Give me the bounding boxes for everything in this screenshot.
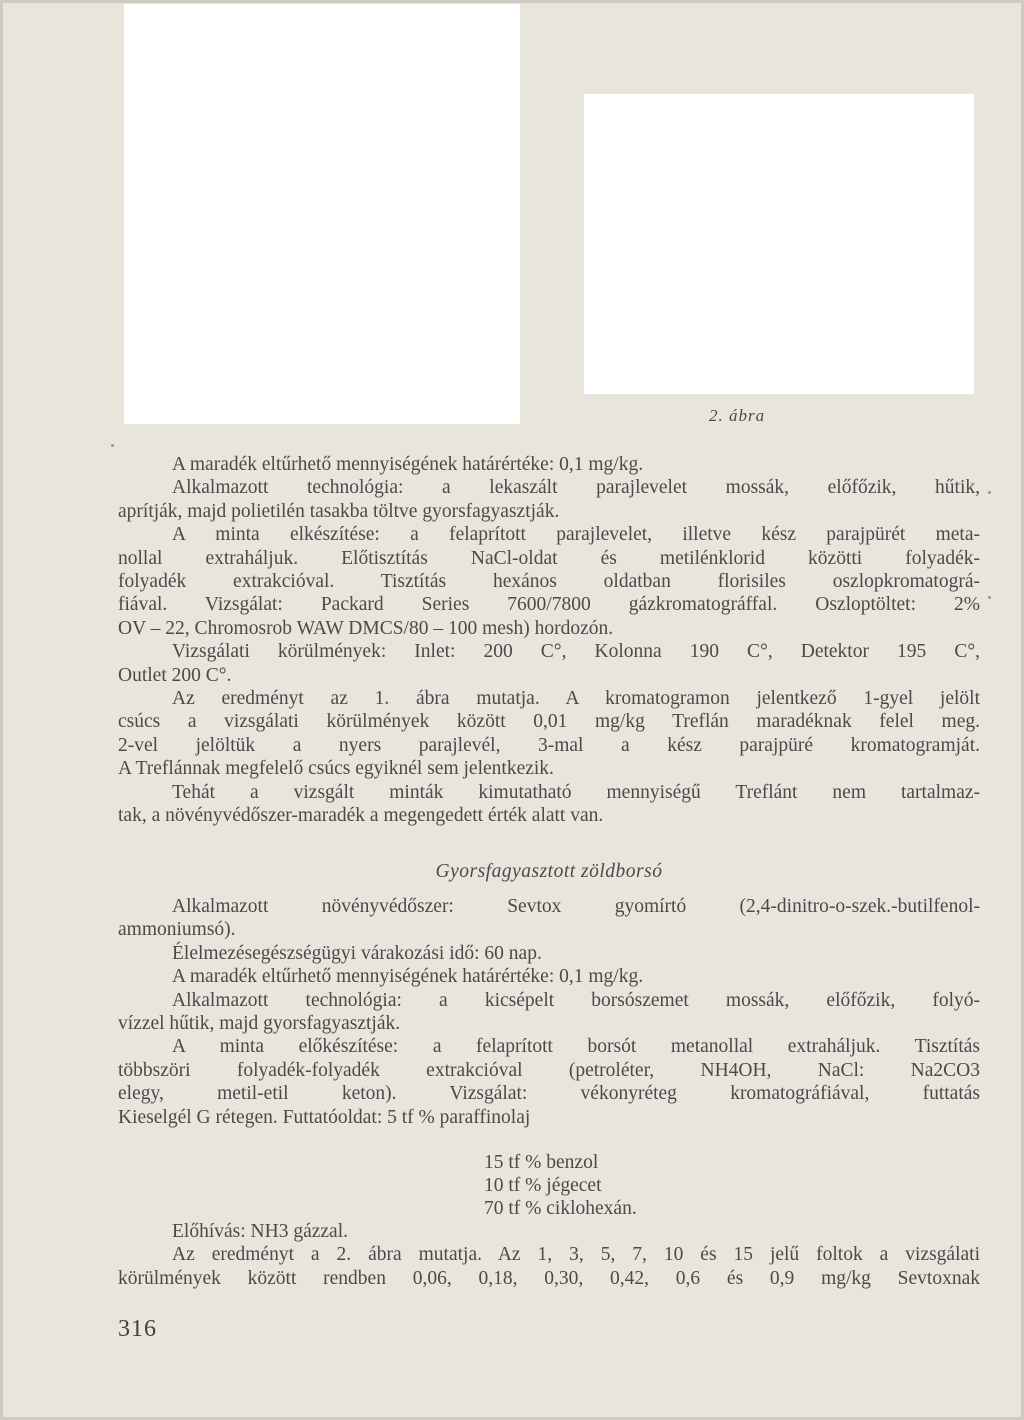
text-line: elegy, metil-etil keton). Vizsgálat: vékonyréteg kromatográfiával, futtatás: [118, 1083, 980, 1105]
figure-right-image: [584, 94, 974, 394]
text-line: A minta előkészítése: a felaprított borsót metanollal extraháljuk. Tisztítás: [172, 1036, 980, 1058]
text-line: Alkalmazott technológia: a lekaszált parajlevelet mossák, előfőzik, hűtik,: [172, 477, 980, 499]
text-line: Tehát a vizsgált minták kimutatható mennyiségű Treflánt nem tartalmaz-: [172, 781, 980, 803]
solvent-line: 10 tf % jégecet: [484, 1175, 602, 1196]
scan-speck: [988, 491, 991, 494]
solvent-line: 15 tf % benzol: [484, 1152, 599, 1173]
text-line: vízzel hűtik, majd gyorsfagyasztják.: [118, 1013, 401, 1035]
text-line: körülmények között rendben 0,06, 0,18, 0,30, 0,42, 0,6 és 0,9 mg/kg Sevtoxnak: [118, 1267, 980, 1289]
scan-speck: [988, 596, 991, 599]
solvent-line: 70 tf % ciklohexán.: [484, 1198, 637, 1219]
text-line: A minta elkészítése: a felaprított parajlevelet, illetve kész parajpürét meta-: [172, 524, 980, 546]
scan-speck: [111, 444, 114, 447]
page-number: 316: [118, 1316, 157, 1342]
text-line: Az eredményt az 1. ábra mutatja. A kromatogramon jelentkező 1-gyel jelölt: [172, 688, 980, 710]
text-line: Alkalmazott technológia: a kicsépelt borsószemet mossák, előfőzik, folyó-: [172, 989, 980, 1011]
figure-left-image: [124, 4, 520, 424]
text-line: A maradék eltűrhető mennyiségének határértéke: 0,1 mg/kg.: [172, 966, 644, 988]
section-2-text: [118, 895, 980, 1129]
text-line: Outlet 200 C°.: [118, 664, 232, 686]
text-line: Kieselgél G rétegen. Futtatóoldat: 5 tf % paraffinolaj: [118, 1106, 531, 1128]
text-line: Vizsgálati körülmények: Inlet: 200 C°, Kolonna 190 C°, Detektor 195 C°,: [172, 641, 980, 663]
text-line: Előhívás: NH3 gázzal.: [172, 1221, 348, 1242]
text-line: csúcs a vizsgálati körülmények között 0,01 mg/kg Treflán maradéknak felel meg.: [118, 711, 980, 733]
figure-caption: 2. ábra: [709, 406, 766, 425]
text-line: A maradék eltűrhető mennyiségének határértéke: 0,1 mg/kg.: [172, 454, 644, 475]
section-heading: Gyorsfagyasztott zöldborsó: [435, 861, 663, 882]
text-line: folyadék extrakcióval. Tisztítás hexános oldatban florisiles oszlopkromatográ-: [118, 571, 980, 593]
text-line: Az eredményt a 2. ábra mutatja. Az 1, 3, 5, 7, 10 és 15 jelű foltok a vizsgálati: [172, 1244, 980, 1266]
text-line: aprítják, majd polietilén tasakba töltve gyorsfagyasztják.: [118, 500, 560, 522]
text-line: nollal extraháljuk. Előtisztítás NaCl-oldat és metilénklorid közötti folyadék-: [118, 547, 980, 569]
text-line: Élelmezésegészségügyi várakozási idő: 60 nap.: [172, 942, 542, 964]
text-line: ammoniumsó).: [118, 919, 236, 941]
text-line: Alkalmazott növényvédőszer: Sevtox gyomírtó (2,4-dinitro-o-szek.-butilfenol-: [172, 896, 980, 917]
text-line: tak, a növényvédőszer-maradék a megengedett érték alatt van.: [118, 805, 604, 827]
text-line: A Treflánnak megfelelő csúcs egyiknél sem jelentkezik.: [118, 758, 554, 780]
text-line: OV – 22, Chromosrob WAW DMCS/80 – 100 mesh) hordozón.: [118, 617, 614, 639]
section-1-text: [118, 453, 980, 828]
text-line: 2-vel jelöltük a nyers parajlevél, 3-mal a kész parajpüré kromatogramját.: [118, 734, 980, 756]
text-line: többszöri folyadék-folyadék extrakcióval (petroléter, NH4OH, NaCl: Na2CO3: [118, 1059, 980, 1081]
section-3-text: [118, 1220, 980, 1290]
text-line: fiával. Vizsgálat: Packard Series 7600/7800 gázkromatográffal. Oszloptöltet: 2%: [118, 594, 980, 616]
